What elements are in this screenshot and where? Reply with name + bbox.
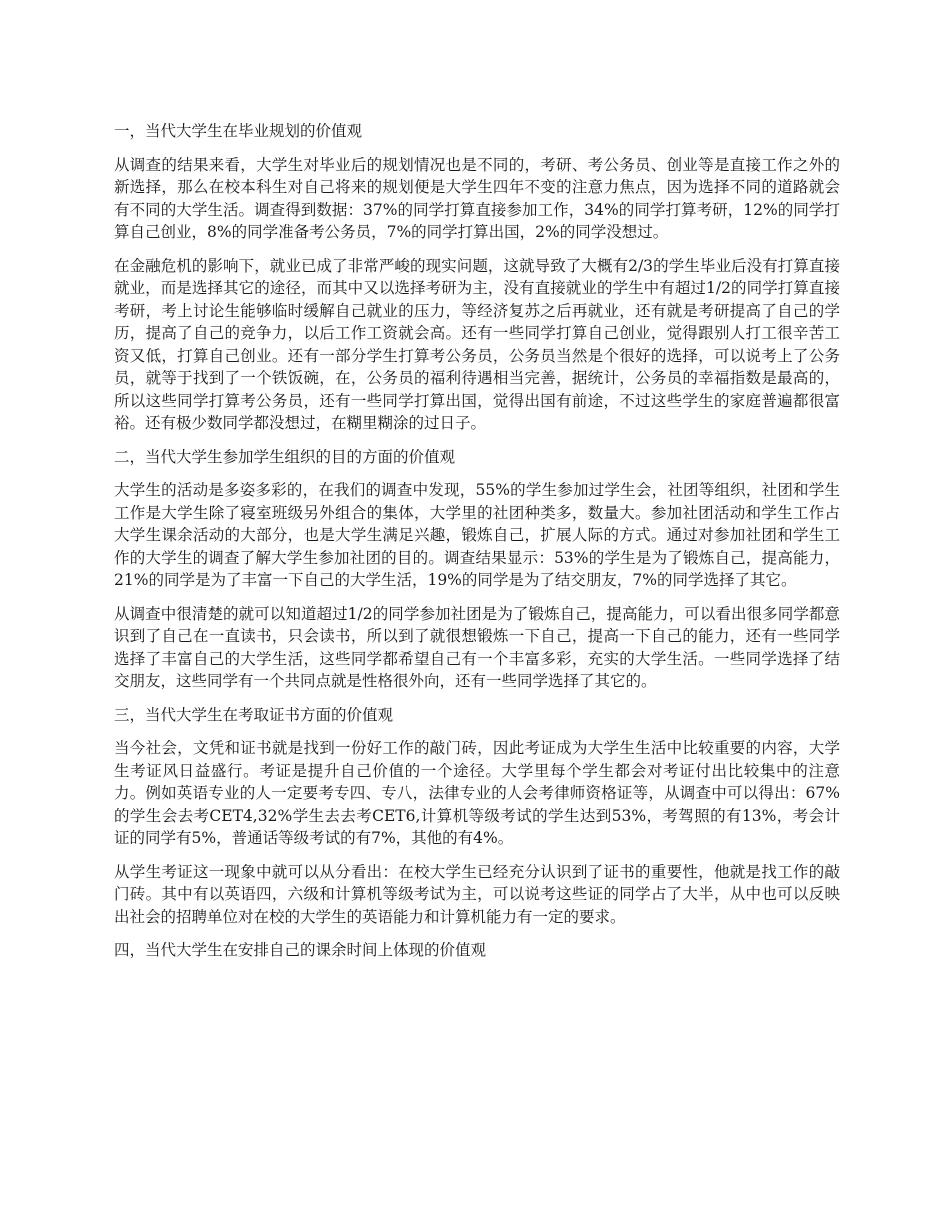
paragraph-student-activities: 大学生的活动是多姿多彩的，在我们的调查中发现，55%的学生参加过学生会，社团等组织，社团和学生工作是大学生除了寝室班级另外组合的集体，大学里的社团种类多，数量大。参加社团活动和学生工作占大学生课余活动的大部分，也是大学生满足兴趣，锻炼自己，扩展人际的方式。通过对参加社团和学生工作的大学生的调查了解大学生参加社团的目的。调查结果显示：53%的学生是为了锻炼自己，提高能力，21%的同学是为了丰富一下自己的大学生活，19%的同学是为了结交朋友，7%的同学选择了其它。 — [114, 481, 840, 589]
paragraph-club-purpose: 从调查中很清楚的就可以知道超过1/2的同学参加社团是为了锻炼自己，提高能力，可以看出很多同学都意识到了自己在一直读书，只会读书，所以到了就很想锻炼一下自己，提高一下自己的能力，还有一些同学选择了丰富自己的大学生活，这些同学都希望自己有一个丰富多彩，充实的大学生活。一些同学选择了结交朋友，这些同学有一个共同点就是性格很外向，还有一些同学选择了其它的。 — [114, 604, 840, 690]
paragraph-financial-crisis: 在金融危机的影响下，就业已成了非常严峻的现实问题，这就导致了大概有2/3的学生毕业后没有打算直接就业，而是选择其它的途径，而其中又以选择考研为主，没有直接就业的学生中有超过1/2的同学打算直接考研，考上讨论生能够临时缓解自己就业的压力，等经济复苏之后再就业，还有就是考研提高了自己的学历，提高了自己的竞争力，以后工作工资就会高。还有一些同学打算自己创业，觉得跟别人打工很辛苦工资又低，打算自己创业。还有一部分学生打算考公务员，公务员当然是个很好的选择，可以说考上了公务员，就等于找到了一个铁饭碗，在，公务员的福利待遇相当完善，据统计，公务员的幸福指数是最高的，所以这些同学打算考公务员，还有一些同学打算出国，觉得出国有前途，不过这些学生的家庭普遍都很富裕。还有极少数同学都没想过，在糊里糊涂的过日子。 — [114, 256, 840, 432]
paragraph-graduation-plans: 从调查的结果来看，大学生对毕业后的规划情况也是不同的，考研、考公务员、创业等是直接工作之外的新选择，那么在校本科生对自己将来的规划便是大学生四年不变的注意力焦点，因为选择不同的道路就会有不同的大学生活。调查得到数据：37%的同学打算直接参加工作，34%的同学打算考研，12%的同学打算自己创业，8%的同学准备考公务员，7%的同学打算出国，2%的同学没想过。 — [114, 155, 840, 241]
paragraph-certificate-analysis: 从学生考证这一现象中就可以从分看出：在校大学生已经充分认识到了证书的重要性，他就是找工作的敲门砖。其中有以英语四，六级和计算机等级考试为主，可以说考这些证的同学占了大半，从中也可以反映出社会的招聘单位对在校的大学生的英语能力和计算机能力有一定的要求。 — [114, 862, 840, 926]
paragraph-certificates: 当今社会，文凭和证书就是找到一份好工作的敲门砖，因此考证成为大学生生活中比较重要的内容，大学生考证风日益盛行。考证是提升自己价值的一个途径。大学里每个学生都会对考证付出比较集中的注意力。例如英语专业的人一定要考专四、专八，法律专业的人会考律师资格证等，从调查中可以得出：67%的学生会去考CET4,32%学生去去考CET6,计算机等级考试的学生达到53%，考驾照的有13%，考会计证的同学有5%，普通话等级考试的有7%，其他的有4%。 — [114, 739, 840, 847]
section-heading-2: 二，当代大学生参加学生组织的目的方面的价值观 — [114, 447, 456, 466]
document-body — [114, 120, 840, 973]
section-heading-4: 四，当代大学生在安排自己的课余时间上体现的价值观 — [114, 941, 487, 959]
section-heading-1: 一，当代大学生在毕业规划的价值观 — [114, 122, 363, 140]
section-heading-3: 三，当代大学生在考取证书方面的价值观 — [114, 705, 394, 724]
